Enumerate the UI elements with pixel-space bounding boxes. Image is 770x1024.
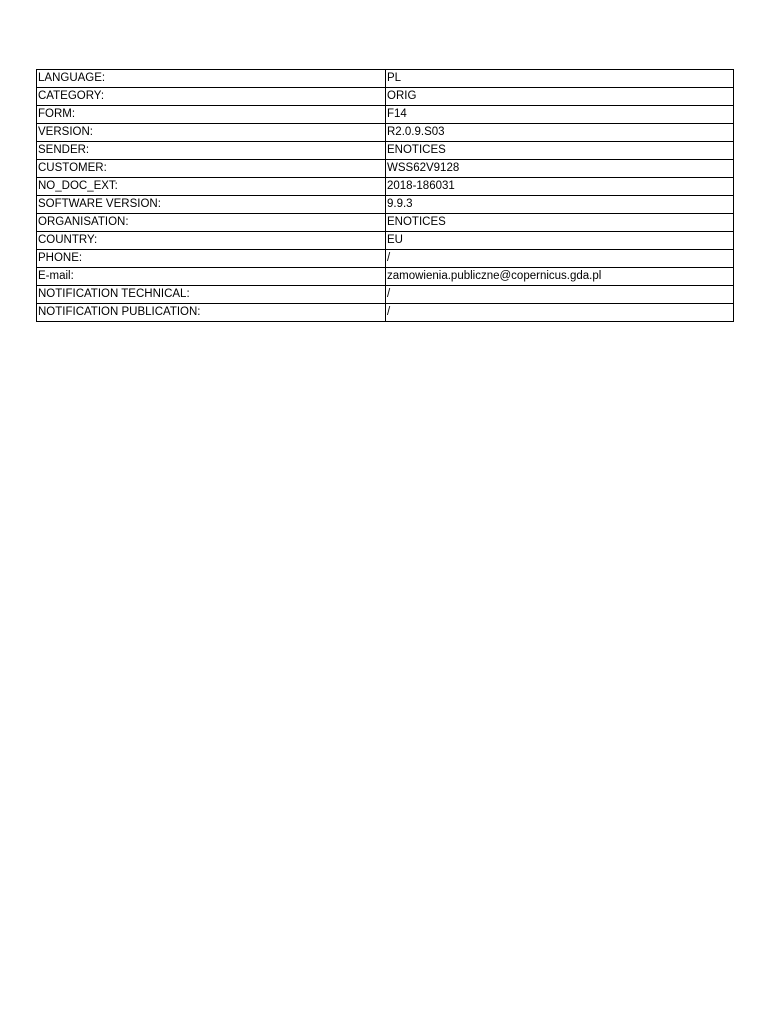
row-value: PL [386, 70, 734, 88]
row-value: 9.9.3 [386, 196, 734, 214]
table-row [37, 232, 734, 250]
table-row [37, 142, 734, 160]
row-label: SENDER: [37, 142, 386, 160]
row-value: R2.0.9.S03 [386, 124, 734, 142]
row-label: COUNTRY: [37, 232, 386, 250]
table-row [37, 250, 734, 268]
table-row [37, 268, 734, 286]
row-label: VERSION: [37, 124, 386, 142]
table-row [37, 286, 734, 304]
table-row [37, 124, 734, 142]
row-label: E-mail: [37, 268, 386, 286]
row-value: ENOTICES [386, 214, 734, 232]
row-value: / [386, 286, 734, 304]
row-value: F14 [386, 106, 734, 124]
row-label: CATEGORY: [37, 88, 386, 106]
row-value: ENOTICES [386, 142, 734, 160]
email-value: zamowienia.publiczne@copernicus.gda.pl [386, 268, 734, 286]
row-label: FORM: [37, 106, 386, 124]
row-value: 2018-186031 [386, 178, 734, 196]
table-row [37, 70, 734, 88]
table-row [37, 214, 734, 232]
table-row [37, 178, 734, 196]
row-value: / [386, 304, 734, 322]
row-label: NO_DOC_EXT: [37, 178, 386, 196]
notice-metadata-table [36, 69, 734, 322]
table-row [37, 106, 734, 124]
row-value: WSS62V9128 [386, 160, 734, 178]
row-label: LANGUAGE: [37, 70, 386, 88]
row-value: EU [386, 232, 734, 250]
row-value: ORIG [386, 88, 734, 106]
row-label: PHONE: [37, 250, 386, 268]
row-value: / [386, 250, 734, 268]
row-label: SOFTWARE VERSION: [37, 196, 386, 214]
row-label: NOTIFICATION TECHNICAL: [37, 286, 386, 304]
table-row [37, 196, 734, 214]
table-row [37, 160, 734, 178]
table-row [37, 88, 734, 106]
row-label: CUSTOMER: [37, 160, 386, 178]
row-label: NOTIFICATION PUBLICATION: [37, 304, 386, 322]
table-row [37, 304, 734, 322]
row-label: ORGANISATION: [37, 214, 386, 232]
